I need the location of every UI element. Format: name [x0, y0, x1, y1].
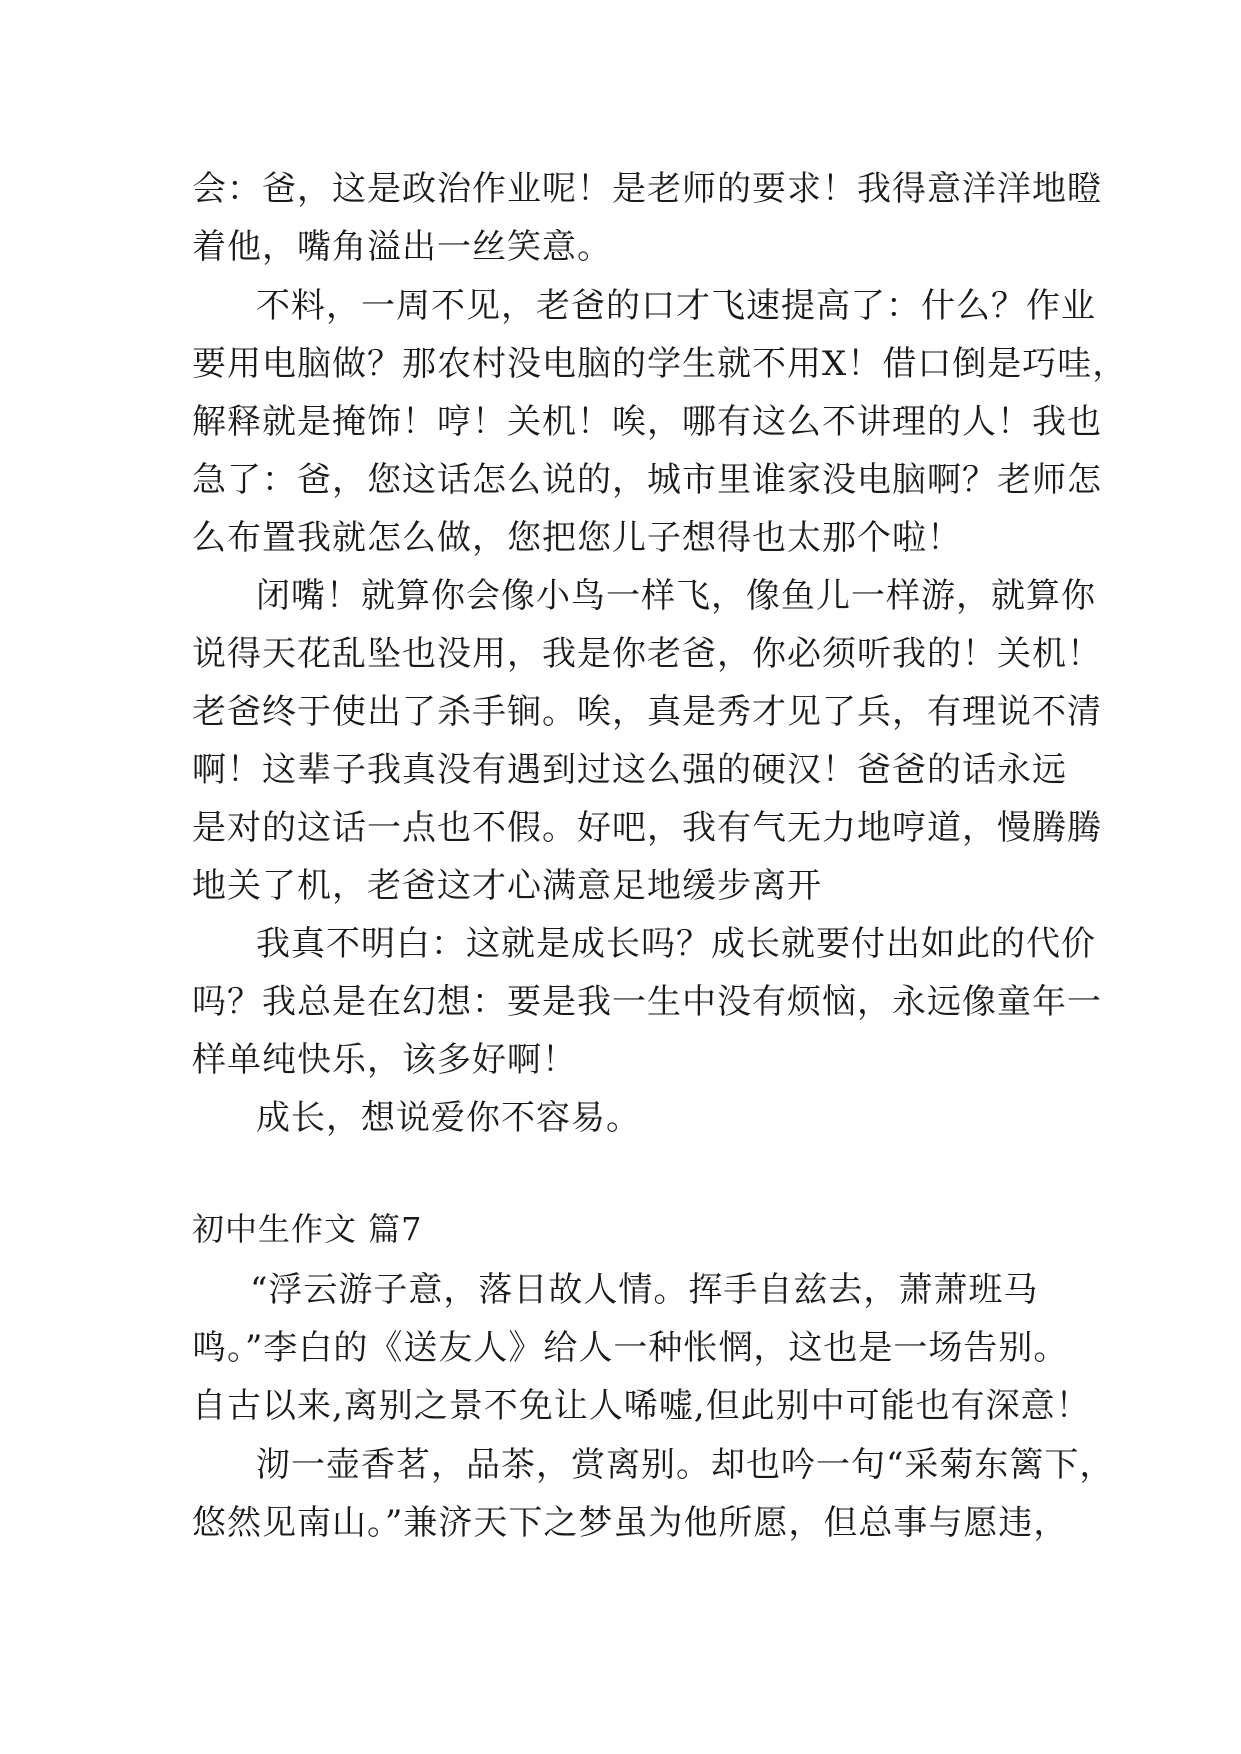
text-line: 样单纯快乐，该多好啊！	[192, 1040, 577, 1080]
text-line: 地关了机，老爸这才心满意足地缓步离开	[192, 866, 822, 906]
paragraph-start-line: “浮云游子意，落日故人情。挥手自兹去，萧萧班马	[250, 1270, 1039, 1310]
paragraph-start-line: 闭嘴！就算你会像小鸟一样飞，像鱼儿一样游，就算你	[256, 576, 1096, 616]
text-line: 吗？我总是在幻想：要是我一生中没有烦恼，永远像童年一	[192, 982, 1102, 1022]
paragraph-start-line: 我真不明白：这就是成长吗？成长就要付出如此的代价	[256, 924, 1096, 964]
text-line: 会：爸，这是政治作业呢！是老师的要求！我得意洋洋地瞪	[192, 169, 1102, 209]
text-line: 自古以来,离别之景不免让人唏嘘,但此别中可能也有深意！	[192, 1386, 1091, 1426]
text-line: 着他，嘴角溢出一丝笑意。	[192, 227, 612, 267]
text-line: 么布置我就怎么做，您把您儿子想得也太那个啦！	[192, 518, 962, 558]
text-line: 说得天花乱坠也没用，我是你老爸，你必须听我的！关机！	[192, 634, 1102, 674]
text-line: 悠然见南山。”兼济天下之梦虽为他所愿，但总事与愿违，	[192, 1503, 1069, 1543]
text-line: 是对的这话一点也不假。好吧，我有气无力地哼道，慢腾腾	[192, 808, 1102, 848]
text-line: 鸣。”李白的《送友人》给人一种怅惘，这也是一场告别。	[192, 1328, 1069, 1368]
paragraph-start-line: 成长，想说爱你不容易。	[256, 1098, 641, 1138]
text-line: 啊！这辈子我真没有遇到过这么强的硬汉！爸爸的话永远	[192, 750, 1067, 790]
text-line: 老爸终于使出了杀手锏。唉，真是秀才见了兵，有理说不清	[192, 692, 1102, 732]
section-heading: 初中生作文 篇7	[192, 1210, 423, 1248]
text-line: 要用电脑做？那农村没电脑的学生就不用X！借口倒是巧哇，	[192, 344, 1128, 384]
text-line: 解释就是掩饰！哼！关机！唉，哪有这么不讲理的人！我也	[192, 402, 1102, 442]
paragraph-start-line: 不料，一周不见，老爸的口才飞速提高了：什么？作业	[256, 286, 1096, 326]
text-line: 急了：爸，您这话怎么说的，城市里谁家没电脑啊？老师怎	[192, 460, 1102, 500]
paragraph-start-line: 沏一壶香茗，品茶，赏离别。却也吟一句“采菊东篱下，	[256, 1445, 1115, 1485]
